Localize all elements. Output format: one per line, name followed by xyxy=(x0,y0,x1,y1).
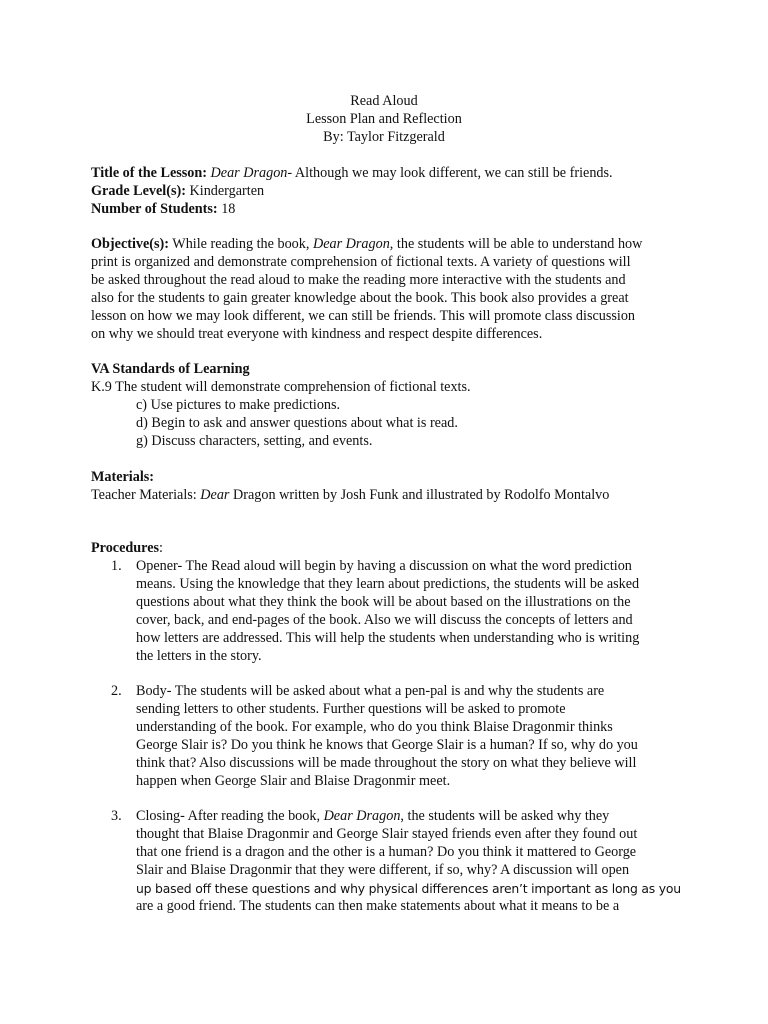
objective-line xyxy=(91,236,642,254)
grade-level-label: Grade Level(s): xyxy=(91,183,186,199)
procedure-line: Body- The students will be asked about what a pen-pal is and why the students are xyxy=(136,683,605,699)
objective-line: be asked throughout the read aloud to make the reading more interactive with the students and xyxy=(91,271,626,288)
standards-item: c) Use pictures to make predictions. xyxy=(136,397,341,413)
grade-level-line xyxy=(91,183,264,201)
standards-item: d) Begin to ask and answer questions about what is read. xyxy=(136,415,458,431)
procedure-text: Closing- After reading the book, xyxy=(136,808,321,824)
procedure-line: Opener- The Read aloud will begin by having a discussion on what the word prediction xyxy=(136,558,632,574)
procedure-body xyxy=(136,683,676,790)
procedure-line: how letters are addressed. This will help the students when understanding who is writing xyxy=(136,629,640,646)
procedures-heading-line xyxy=(91,540,163,558)
standards-main: K.9 The student will demonstrate comprehension of fictional texts. xyxy=(91,379,471,395)
procedure-line xyxy=(136,808,676,826)
objective-line: print is organized and demonstrate comprehension of fictional texts. A variety of questions will xyxy=(91,253,631,270)
student-count-value: 18 xyxy=(221,201,236,217)
lesson-title-rest: - Although we may look different, we can still be friends. xyxy=(287,165,613,181)
standards-item: g) Discuss characters, setting, and events. xyxy=(136,433,373,449)
objective-section xyxy=(91,236,642,343)
procedure-book-title: Dear Dragon xyxy=(323,808,401,824)
objective-line: also for the students to gain greater knowledge about the book. This book also provides a great xyxy=(91,289,629,306)
objective-label: Objective(s): xyxy=(91,236,169,252)
objective-text: While reading the book, xyxy=(172,236,310,252)
procedure-line: up based off these questions and why physical differences aren’t important as long as you xyxy=(136,880,681,896)
procedure-line: the letters in the story. xyxy=(136,647,262,664)
doc-subtitle: Lesson Plan and Reflection xyxy=(306,111,462,127)
procedure-line: George Slair is? Do you think he knows that George Slair is a human? If so, why do you xyxy=(136,736,638,753)
procedure-opener xyxy=(136,558,676,665)
grade-level-value: Kindergarten xyxy=(189,183,265,199)
procedure-line: happen when George Slair and Blaise Dragonmir meet. xyxy=(136,772,451,789)
objective-book-title: Dear Dragon, xyxy=(312,236,394,252)
student-count-line xyxy=(91,201,235,219)
objective-line: on why we should treat everyone with kindness and respect despite differences. xyxy=(91,325,543,342)
student-count-label: Number of Students: xyxy=(91,201,218,217)
materials-line xyxy=(91,487,609,505)
objective-text: the students will be able to understand how xyxy=(396,236,643,252)
lesson-title-book: Dear Dragon xyxy=(210,165,288,181)
procedure-line: understanding of the book. For example, who do you think Blaise Dragonmir thinks xyxy=(136,718,613,735)
procedure-line: thought that Blaise Dragonmir and George Slair stayed friends even after they found out xyxy=(136,825,638,842)
materials-heading: Materials: xyxy=(91,469,155,485)
materials-rest: Dragon written by Josh Funk and illustrated by Rodolfo Montalvo xyxy=(233,487,610,503)
doc-author: By: Taylor Fitzgerald xyxy=(323,129,445,145)
procedure-closing xyxy=(136,808,681,915)
procedure-line: Slair and Blaise Dragonmir that they were different, if so, why? A discussion will open xyxy=(136,861,630,878)
standards-heading: VA Standards of Learning xyxy=(91,361,250,377)
materials-book: Dear xyxy=(200,487,230,503)
materials-prefix: Teacher Materials: xyxy=(91,487,197,503)
procedure-line: are a good friend. The students can then make statements about what it means to be a xyxy=(136,897,620,914)
procedures-heading: Procedures xyxy=(91,540,160,556)
procedure-number: 2. xyxy=(111,683,122,699)
procedure-line: questions about what they think the book will be about based on the illustrations on the xyxy=(136,593,631,610)
objective-line: lesson on how we may look different, we can still be friends. This will promote class discussion xyxy=(91,307,636,324)
procedure-number: 1. xyxy=(111,558,122,574)
lesson-title-line xyxy=(91,165,613,183)
procedures-colon: : xyxy=(159,540,163,556)
procedure-line: think that? Also discussions will be made throughout the story on what they believe will xyxy=(136,754,637,771)
procedure-line: that one friend is a dragon and the other is a human? Do you think it mattered to George xyxy=(136,843,637,860)
procedure-line: cover, back, and end-pages of the book. Also we will discuss the concepts of letters and xyxy=(136,611,633,628)
lesson-title-label: Title of the Lesson: xyxy=(91,165,207,181)
doc-title: Read Aloud xyxy=(350,93,418,109)
procedure-number: 3. xyxy=(111,808,122,824)
procedure-line: means. Using the knowledge that they learn about predictions, the students will be asked xyxy=(136,575,640,592)
procedure-text: , the students will be asked why they xyxy=(400,808,610,824)
procedure-line: sending letters to other students. Further questions will be asked to promote xyxy=(136,700,566,717)
